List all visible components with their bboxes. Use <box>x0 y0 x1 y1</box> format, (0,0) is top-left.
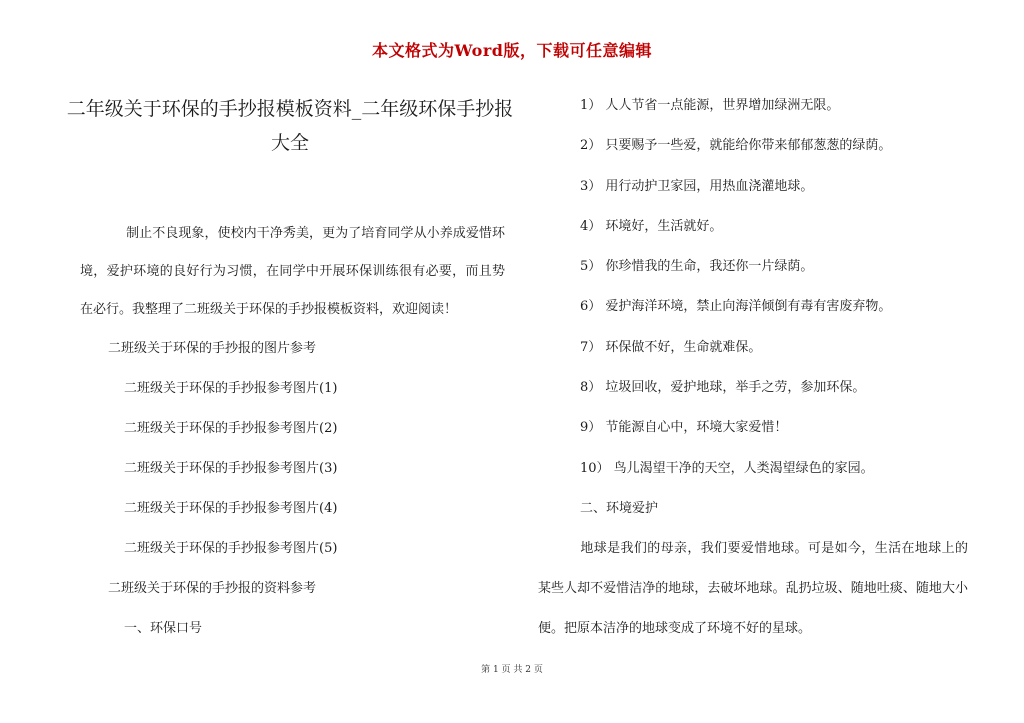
word-format-banner: 本文格式为Word版，下载可任意编辑 <box>372 41 652 60</box>
slogan-item: 10） 鸟儿渴望干净的天空，人类渴望绿色的家园。 <box>580 460 874 476</box>
picture-item: 二班级关于环保的手抄报参考图片(1) <box>124 381 338 396</box>
slogan-item: 5） 你珍惜我的生命，我还你一片绿荫。 <box>580 259 814 275</box>
slogan-heading: 一、环保口号 <box>124 621 203 636</box>
section-heading-protection: 二、环境爱护 <box>580 500 659 516</box>
picture-item: 二班级关于环保的手抄报参考图片(4) <box>124 501 338 516</box>
slogan-item: 1） 人人节省一点能源，世界增加绿洲无限。 <box>580 98 840 113</box>
document-title: 二年级关于环保的手抄报模板资料_二年级环保手抄报大全 <box>66 98 514 154</box>
left-column <box>80 215 505 649</box>
intro-text: 制止不良现象，使校内干净秀美，更为了培育同学从小养成爱惜环境，爱护环境的良好行为习惯，在同学中开展环保训练很有必要，而且势在必行。我整理了二班级关于环保的手抄报模板资料，欢迎阅读！ <box>80 226 505 317</box>
section-heading-pictures: 二班级关于环保的手抄报的图片参考 <box>108 341 317 356</box>
intro-paragraph <box>80 215 505 329</box>
slogan-item: 4） 环境好，生活就好。 <box>580 218 723 234</box>
right-column <box>538 86 968 649</box>
protection-text: 地球是我们的母亲，我们要爱惜地球。可是如今，生活在地球上的某些人却不爱惜洁净的地球，去破坏地球。乱扔垃圾、随地吐痰、随地大小便。把原本洁净的地球变成了环境不好的星球。 <box>538 540 968 636</box>
slogan-item: 9） 节能源自心中，环境大家爱惜！ <box>580 420 788 436</box>
page-number-footer: 第 1 页 共 2 页 <box>481 665 543 675</box>
slogan-item: 3） 用行动护卫家园，用热血浇灌地球。 <box>580 178 814 194</box>
picture-item: 二班级关于环保的手抄报参考图片(2) <box>124 421 338 436</box>
slogan-item: 7） 环保做不好，生命就难保。 <box>580 339 762 355</box>
picture-item: 二班级关于环保的手抄报参考图片(3) <box>124 461 338 476</box>
protection-paragraph <box>538 529 968 649</box>
slogan-item: 2） 只要赐予一些爱，就能给你带来郁郁葱葱的绿荫。 <box>580 138 892 154</box>
slogan-item: 6） 爱护海洋环境，禁止向海洋倾倒有毒有害废弃物。 <box>580 299 892 315</box>
picture-item: 二班级关于环保的手抄报参考图片(5) <box>124 541 338 556</box>
section-heading-materials: 二班级关于环保的手抄报的资料参考 <box>108 581 317 596</box>
slogan-item: 8） 垃圾回收，爱护地球，举手之劳，参加环保。 <box>580 380 866 396</box>
